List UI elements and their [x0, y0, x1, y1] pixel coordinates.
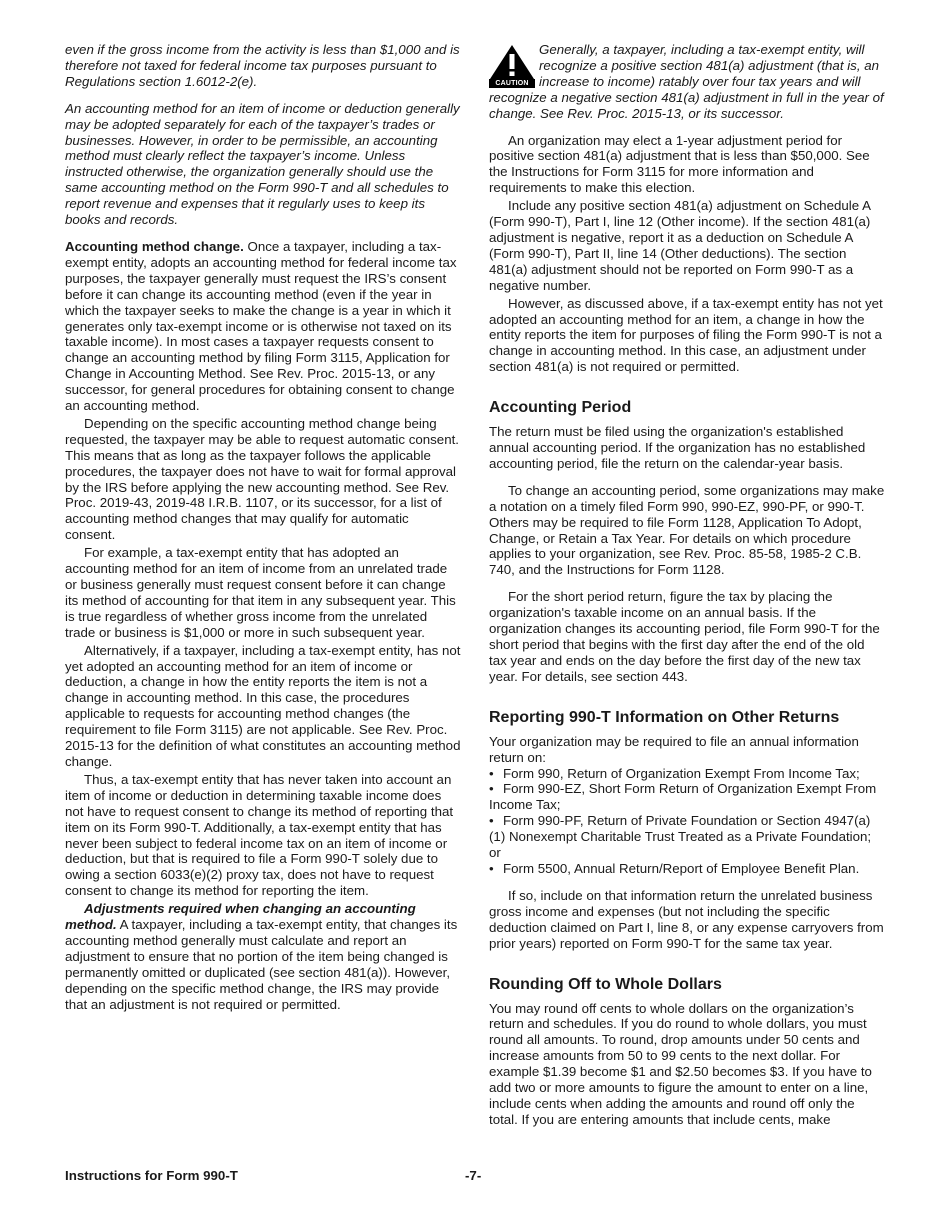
bullet-text: Form 5500, Annual Return/Report of Employee Benefit Plan. [503, 860, 860, 876]
bullet-item [489, 766, 885, 782]
accounting-period-paragraph-2: To change an accounting period, some organizations may make a notation on a timely filed Form 990, 990-EZ, 990-PF, or 990-T. Others may be required to file Form 1128, Application To Adopt, Change, or Retain a Tax Year. For details on which procedure applies to your organization, see Rev. Proc. 85-58, 1985-2 C.B. 740, and the Instructions for Form 1128. [489, 482, 885, 578]
right-paragraph-1: An organization may elect a 1-year adjustment period for positive section 481(a) adjustment that is less than $50,000. See the Instructions for Form 3115 for more information and requirements to make this election. [489, 132, 870, 196]
footer-page-number: -7- [465, 1168, 482, 1183]
bullet-item [489, 861, 885, 877]
right-paragraph-2: Include any positive section 481(a) adjustment on Schedule A (Form 990-T), Part I, line 12 (Other income). If the section 481(a) adjustment is negative, report it as a deduction on Schedule A (Form 990-T), Part II, line 14 (Other deductions). The section 481(a) adjustment should not be reported on Form 990-T as a negative number. [489, 198, 871, 293]
caution-note [489, 42, 885, 122]
left-paragraph-4: Depending on the specific accounting method change being requested, the taxpayer may be able to request automatic consent. This means that as long as the taxpayer follows the applicable procedures, the taxpayer does not have to wait for formal approval by the IRS before applying the new accounting method. See Rev. Proc. 2019-43, 2019-48 I.R.B. 1107, or its successor, for a list of accounting method changes that may qualify for automatic consent. [65, 415, 459, 543]
caution-icon [489, 44, 535, 88]
bullet-text: Form 990-PF, Return of Private Foundation or Section 4947(a)(1) Nonexempt Charitable Trust Treated as a Private Foundation; or [489, 813, 872, 861]
adjustments-paragraph [65, 901, 461, 1012]
accounting-method-change-body: Once a taxpayer, including a tax-exempt entity, adopts an accounting method for federal income tax purposes, the taxpayer generally must request the IRS’s consent before it can change its accounting method (even if the year in which the taxpayer seeks to make the change is a year in which it generates only tax-exempt income or is otherwise not taxed on its taxable income). In most cases a taxpayer requests consent to change an accounting method by filing Form 3115, Application for Change in Accounting Method. See Rev. Proc. 2015-13, or any successor, for general procedures for obtaining consent to change an accounting method. [65, 238, 457, 414]
caution-label: CAUTION [489, 79, 535, 88]
reporting-heading: Reporting 990-T Information on Other Returns [489, 708, 840, 726]
bullet-item [489, 813, 885, 861]
accounting-period-paragraph-1: The return must be filed using the organization's established annual accounting period. If the organization has no established accounting period, file the return on the calendar-year basis. [489, 424, 866, 471]
left-paragraph-7: Thus, a tax-exempt entity that has never taken into account an item of income or deduction in determining taxable income does not have to request consent to change its method of reporting that item on its Form 990-T. Additionally, a tax-exempt entity that has never been subject to federal income tax on an item of income or deduction, but that is required to file a Form 990-T solely due to owing a section 6033(e)(2) proxy tax, does not have to request consent to change its method for reporting the item. [65, 771, 454, 899]
right-paragraph-3: However, as discussed above, if a tax-exempt entity has not yet adopted an accounting method for an item, a change in how the entity reports the item for purposes of filing the Form 990-T is not a change in accounting method. In this case, an adjustment under section 481(a) is not required or permitted. [489, 295, 883, 375]
bullet-icon: • [489, 860, 494, 876]
accounting-period-heading: Accounting Period [489, 399, 632, 417]
caution-text: Generally, a taxpayer, including a tax-exempt entity, will recognize a positive section 481(a) adjustment (that is, an increase to income) ratably over four tax years and will recognize a negative section 481(a) adjustment in full in the year of change. See Rev. Proc. 2015-13, or its successor. [489, 42, 884, 121]
bullet-icon: • [489, 765, 494, 781]
left-paragraph-2: An accounting method for an item of income or deduction generally may be adopted separately for each of the taxpayer’s trades or businesses. However, in order to be permissible, an accounting method must clearly reflect the taxpayer’s income. Unless instructed otherwise, the organization generally should use the same accounting method on the Form 990-T and all schedules to report revenue and expenses that it regularly uses to keep its books and records. [65, 100, 460, 228]
bullet-text: Form 990-EZ, Short Form Return of Organization Exempt From Income Tax; [489, 781, 877, 813]
bullet-icon: • [489, 781, 494, 797]
rounding-paragraph: You may round off cents to whole dollars on the organization’s return and schedules. If you do round to whole dollars, you must round all amounts. To round, drop amounts under 50 cents and increase amounts from 50 to 99 cents to the next dollar. For example $1.39 become $1 and $2.50 becomes $3. If you have to add two or more amounts to figure the amount to enter on a line, include cents when adding the amounts and round off only the total. If you are entering amounts that include cents, make [489, 1000, 872, 1127]
left-paragraph-1: even if the gross income from the activity is less than $1,000 and is therefore not taxed for federal income tax purposes pursuant to Regulations section 1.6012-2(e). [65, 42, 460, 89]
bullet-item [489, 781, 885, 813]
adjustments-heading: Adjustments required when changing an accounting method. [65, 901, 416, 933]
left-paragraph-6: Alternatively, if a taxpayer, including a tax-exempt entity, has not yet adopted an accounting method for an item of income or deduction, a change in how the entity reports the item is not a change in accounting method. In this case, the procedures applicable to requests for accounting method changes (the requirement to file Form 3115) are not applicable. See Rev. Proc. 2015-13 for the definition of what constitutes an accounting method change. [65, 642, 461, 769]
accounting-period-paragraph-3: For the short period return, figure the tax by placing the organization's taxable income on an annual basis. If the organization changes its accounting period, file Form 990-T for the short period that begins with the first day after the end of the old tax year and ends on the day before the first day of the new tax year. For details, see section 443. [489, 589, 880, 684]
right-column [489, 42, 885, 1128]
bullet-text: Form 990, Return of Organization Exempt From Income Tax; [503, 765, 860, 781]
left-paragraph-5: For example, a tax-exempt entity that has adopted an accounting method for an item of income from an unrelated trade or business generally must request consent before it can change its method of accounting for that item in any subsequent year. This is true regardless of whether gross income from the unrelated trade or business is $1,000 or more in such subsequent year. [65, 545, 456, 640]
adjustments-body: A taxpayer, including a tax-exempt entity, that changes its accounting method generally must calculate and report an adjustment to ensure that no portion of the item being changed is permanently omitted or duplicated (see section 481(a)). However, depending on the specific method change, the IRS may provide that an adjustment is not required or permitted. [65, 917, 458, 1012]
footer-form-name: Instructions for Form 990-T [65, 1168, 238, 1183]
accounting-method-change-heading: Accounting method change. [65, 238, 244, 254]
bullet-icon: • [489, 813, 494, 829]
rounding-heading: Rounding Off to Whole Dollars [489, 975, 722, 993]
warning-triangle-icon [489, 44, 535, 79]
left-column [65, 42, 461, 1012]
accounting-method-change-paragraph [65, 239, 461, 414]
reporting-paragraph-2: If so, include on that information return the unrelated business gross income and expenses (but not including the specific deduction claimed on Part I, line 8, or any expense carryovers from prior years) reported on Form 990-T for the same tax year. [489, 887, 884, 951]
reporting-intro: Your organization may be required to file an annual information return on: [489, 733, 859, 765]
